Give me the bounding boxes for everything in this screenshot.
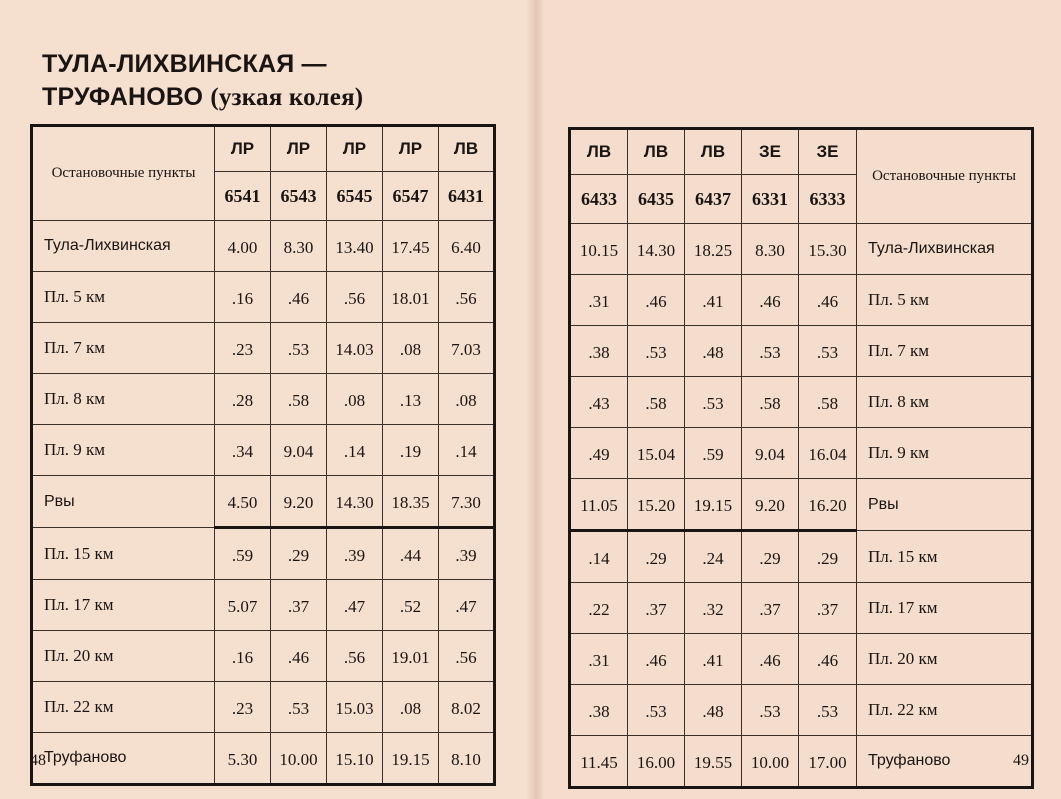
departure-time-cell: 4.50 — [215, 476, 271, 528]
stops-header: Остановочные пункты — [32, 126, 215, 221]
stop-name-cell: Пл. 9 км — [857, 428, 1033, 479]
train-number-cell: 6541 — [215, 172, 271, 221]
table-row — [570, 377, 1033, 428]
departure-time-cell: .37 — [799, 583, 857, 634]
title-gauge-note: (узкая колея) — [210, 84, 364, 111]
departure-time-cell: .08 — [383, 323, 439, 374]
departure-time-cell: .46 — [742, 634, 799, 685]
departure-time-cell: .39 — [327, 528, 383, 580]
stop-name-cell: Пл. 7 км — [857, 326, 1033, 377]
departure-time-cell: 15.10 — [327, 733, 383, 785]
page-number-right: 49 — [1013, 752, 1029, 769]
departure-time-cell: 19.15 — [685, 479, 742, 531]
departure-time-cell: .23 — [215, 682, 271, 733]
departure-time-cell: .14 — [570, 531, 628, 583]
departure-time-cell: .24 — [685, 531, 742, 583]
departure-time-cell: 19.15 — [383, 733, 439, 785]
table-row — [32, 374, 495, 425]
train-category-cell: ЛР — [271, 126, 327, 172]
train-category-cell: ЛВ — [439, 126, 495, 172]
departure-time-cell: .59 — [215, 528, 271, 580]
train-category-cell: ЛР — [215, 126, 271, 172]
departure-time-cell: 9.20 — [742, 479, 799, 531]
timetable-left — [30, 124, 496, 786]
departure-time-cell: 18.25 — [685, 224, 742, 275]
departure-time-cell: .53 — [742, 326, 799, 377]
train-category-cell: ЛВ — [570, 129, 628, 175]
departure-time-cell: .34 — [215, 425, 271, 476]
departure-time-cell: 8.10 — [439, 733, 495, 785]
table-row — [32, 476, 495, 528]
departure-time-cell: .47 — [327, 580, 383, 631]
departure-time-cell: .52 — [383, 580, 439, 631]
stop-name-cell: Пл. 5 км — [32, 272, 215, 323]
page-title — [42, 48, 363, 114]
departure-time-cell: .46 — [628, 634, 685, 685]
departure-time-cell: 9.04 — [271, 425, 327, 476]
departure-time-cell: .29 — [742, 531, 799, 583]
stop-name-cell: Рвы — [32, 476, 215, 528]
departure-time-cell: 14.30 — [628, 224, 685, 275]
table-row — [570, 531, 1033, 583]
departure-time-cell: .43 — [570, 377, 628, 428]
departure-time-cell: .46 — [742, 275, 799, 326]
departure-time-cell: 10.15 — [570, 224, 628, 275]
table-row — [32, 425, 495, 476]
departure-time-cell: .31 — [570, 275, 628, 326]
departure-time-cell: .37 — [628, 583, 685, 634]
departure-time-cell: 9.20 — [271, 476, 327, 528]
stop-name-cell: Пл. 5 км — [857, 275, 1033, 326]
departure-time-cell: .28 — [215, 374, 271, 425]
stops-header: Остановочные пункты — [857, 129, 1033, 224]
page-number-left: 48 — [30, 752, 46, 769]
stop-name-cell: Пл. 9 км — [32, 425, 215, 476]
departure-time-cell: 19.55 — [685, 736, 742, 788]
departure-time-cell: 8.30 — [271, 221, 327, 272]
train-category-cell: ЛВ — [628, 129, 685, 175]
table-row — [32, 272, 495, 323]
departure-time-cell: .56 — [439, 631, 495, 682]
table-row — [32, 323, 495, 374]
departure-time-cell: .16 — [215, 272, 271, 323]
train-number-cell: 6543 — [271, 172, 327, 221]
departure-time-cell: .29 — [628, 531, 685, 583]
stop-name-cell: Пл. 17 км — [32, 580, 215, 631]
departure-time-cell: 11.45 — [570, 736, 628, 788]
departure-time-cell: 13.40 — [327, 221, 383, 272]
stop-name-cell: Пл. 8 км — [857, 377, 1033, 428]
train-number-cell: 6331 — [742, 175, 799, 224]
departure-time-cell: .53 — [799, 685, 857, 736]
departure-time-cell: .46 — [799, 634, 857, 685]
departure-time-cell: .22 — [570, 583, 628, 634]
train-number-cell: 6437 — [685, 175, 742, 224]
departure-time-cell: 15.30 — [799, 224, 857, 275]
table-row — [32, 682, 495, 733]
departure-time-cell: 14.03 — [327, 323, 383, 374]
departure-time-cell: 11.05 — [570, 479, 628, 531]
train-category-cell: ЛР — [383, 126, 439, 172]
departure-time-cell: .46 — [628, 275, 685, 326]
stop-name-cell: Труфаново — [857, 736, 1033, 788]
departure-time-cell: .58 — [799, 377, 857, 428]
table-row — [570, 583, 1033, 634]
timetable-right — [568, 127, 1034, 789]
train-number-cell: 6433 — [570, 175, 628, 224]
departure-time-cell: .53 — [271, 682, 327, 733]
stop-name-cell: Пл. 15 км — [857, 531, 1033, 583]
title-line-2 — [42, 81, 363, 114]
stop-name-cell: Пл. 15 км — [32, 528, 215, 580]
departure-time-cell: .49 — [570, 428, 628, 479]
header-row-categories — [32, 126, 495, 172]
stop-name-cell: Тула-Лихвинская — [32, 221, 215, 272]
departure-time-cell: .08 — [383, 682, 439, 733]
departure-time-cell: .32 — [685, 583, 742, 634]
book-gutter — [527, 0, 543, 799]
departure-time-cell: 14.30 — [327, 476, 383, 528]
train-number-cell: 6547 — [383, 172, 439, 221]
departure-time-cell: 4.00 — [215, 221, 271, 272]
departure-time-cell: .48 — [685, 326, 742, 377]
departure-time-cell: 16.04 — [799, 428, 857, 479]
departure-time-cell: 15.04 — [628, 428, 685, 479]
table-row — [570, 479, 1033, 531]
train-category-cell: ЗЕ — [742, 129, 799, 175]
departure-time-cell: .08 — [439, 374, 495, 425]
departure-time-cell: .37 — [271, 580, 327, 631]
title-destination: ТРУФАНОВО — [42, 83, 204, 111]
departure-time-cell: 18.01 — [383, 272, 439, 323]
table-row — [570, 736, 1033, 788]
departure-time-cell: 17.00 — [799, 736, 857, 788]
departure-time-cell: .29 — [271, 528, 327, 580]
stop-name-cell: Пл. 22 км — [857, 685, 1033, 736]
departure-time-cell: 18.35 — [383, 476, 439, 528]
table-row — [32, 631, 495, 682]
departure-time-cell: .59 — [685, 428, 742, 479]
departure-time-cell: 10.00 — [271, 733, 327, 785]
departure-time-cell: .16 — [215, 631, 271, 682]
departure-time-cell: .39 — [439, 528, 495, 580]
departure-time-cell: .58 — [628, 377, 685, 428]
departure-time-cell: .53 — [628, 685, 685, 736]
departure-time-cell: .13 — [383, 374, 439, 425]
departure-time-cell: .31 — [570, 634, 628, 685]
stop-name-cell: Пл. 20 км — [32, 631, 215, 682]
departure-time-cell: .08 — [327, 374, 383, 425]
departure-time-cell: 9.04 — [742, 428, 799, 479]
departure-time-cell: 19.01 — [383, 631, 439, 682]
departure-time-cell: .44 — [383, 528, 439, 580]
departure-time-cell: 5.30 — [215, 733, 271, 785]
departure-time-cell: .38 — [570, 685, 628, 736]
table-row — [570, 326, 1033, 377]
departure-time-cell: .46 — [271, 272, 327, 323]
departure-time-cell: .53 — [799, 326, 857, 377]
table-row — [570, 634, 1033, 685]
departure-time-cell: 8.02 — [439, 682, 495, 733]
table-row — [570, 224, 1033, 275]
departure-time-cell: .47 — [439, 580, 495, 631]
departure-time-cell: 7.30 — [439, 476, 495, 528]
stop-name-cell: Пл. 7 км — [32, 323, 215, 374]
stop-name-cell: Пл. 20 км — [857, 634, 1033, 685]
header-row-categories — [570, 129, 1033, 175]
departure-time-cell: .41 — [685, 634, 742, 685]
departure-time-cell: .14 — [439, 425, 495, 476]
departure-time-cell: 15.20 — [628, 479, 685, 531]
departure-time-cell: 17.45 — [383, 221, 439, 272]
stop-name-cell: Рвы — [857, 479, 1033, 531]
departure-time-cell: 7.03 — [439, 323, 495, 374]
departure-time-cell: .48 — [685, 685, 742, 736]
departure-time-cell: .14 — [327, 425, 383, 476]
departure-time-cell: .53 — [742, 685, 799, 736]
departure-time-cell: .58 — [742, 377, 799, 428]
stop-name-cell: Пл. 8 км — [32, 374, 215, 425]
table-row — [32, 221, 495, 272]
table-row — [570, 428, 1033, 479]
departure-time-cell: .53 — [685, 377, 742, 428]
table-row — [570, 275, 1033, 326]
departure-time-cell: 16.00 — [628, 736, 685, 788]
table-row — [570, 685, 1033, 736]
departure-time-cell: .46 — [271, 631, 327, 682]
departure-time-cell: .41 — [685, 275, 742, 326]
departure-time-cell: .58 — [271, 374, 327, 425]
train-category-cell: ЗЕ — [799, 129, 857, 175]
train-category-cell: ЛР — [327, 126, 383, 172]
stop-name-cell: Тула-Лихвинская — [857, 224, 1033, 275]
departure-time-cell: .53 — [271, 323, 327, 374]
departure-time-cell: .29 — [799, 531, 857, 583]
departure-time-cell: 16.20 — [799, 479, 857, 531]
departure-time-cell: .56 — [439, 272, 495, 323]
stop-name-cell: Труфаново — [32, 733, 215, 785]
table-row — [32, 580, 495, 631]
departure-time-cell: 5.07 — [215, 580, 271, 631]
departure-time-cell: .56 — [327, 631, 383, 682]
train-number-cell: 6431 — [439, 172, 495, 221]
train-number-cell: 6545 — [327, 172, 383, 221]
table-row — [32, 733, 495, 785]
departure-time-cell: .46 — [799, 275, 857, 326]
train-number-cell: 6333 — [799, 175, 857, 224]
departure-time-cell: .19 — [383, 425, 439, 476]
departure-time-cell: 15.03 — [327, 682, 383, 733]
title-line-1: ТУЛА-ЛИХВИНСКАЯ — — [42, 50, 327, 78]
departure-time-cell: .53 — [628, 326, 685, 377]
train-number-cell: 6435 — [628, 175, 685, 224]
departure-time-cell: .56 — [327, 272, 383, 323]
departure-time-cell: 10.00 — [742, 736, 799, 788]
stop-name-cell: Пл. 22 км — [32, 682, 215, 733]
table-row — [32, 528, 495, 580]
departure-time-cell: .23 — [215, 323, 271, 374]
stop-name-cell: Пл. 17 км — [857, 583, 1033, 634]
departure-time-cell: .38 — [570, 326, 628, 377]
departure-time-cell: 6.40 — [439, 221, 495, 272]
departure-time-cell: 8.30 — [742, 224, 799, 275]
train-category-cell: ЛВ — [685, 129, 742, 175]
departure-time-cell: .37 — [742, 583, 799, 634]
